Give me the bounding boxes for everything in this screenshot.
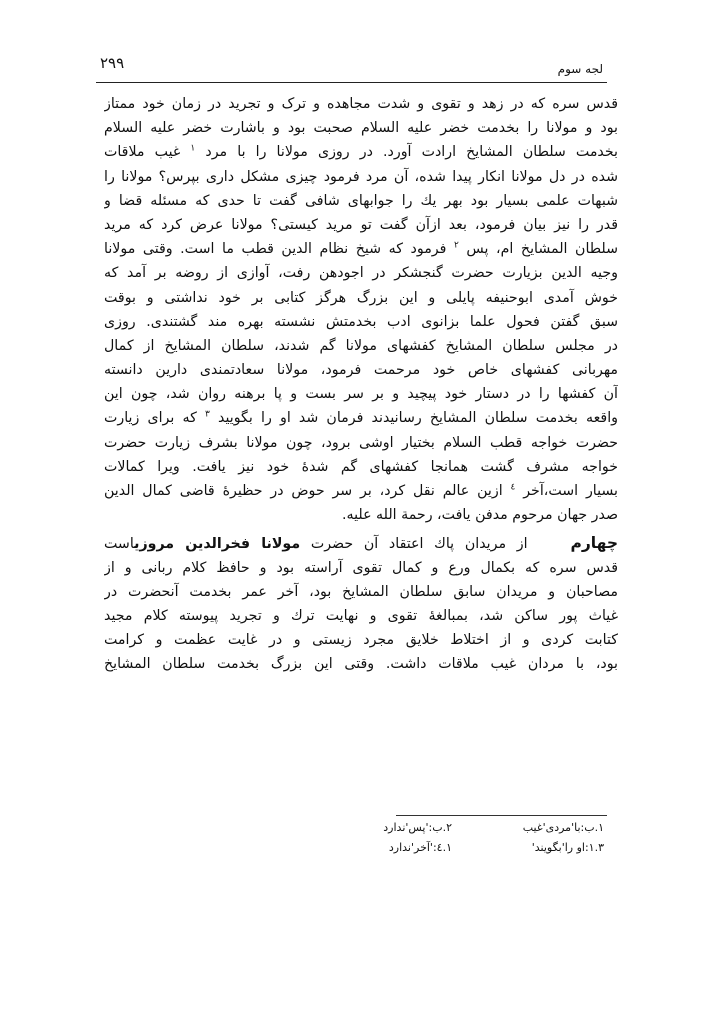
footnote: ۱.٤:'آخر'ندارد [388, 841, 452, 854]
footnote-marker: ۲ [454, 240, 459, 251]
text-line: خوش آمدی ابوحنیفه پایلی و این بزرگ هرگز کتابی بر خود نداشتی و بوقت [104, 289, 618, 306]
footnote: ۱.ب:با'مردی'غیب [522, 821, 604, 834]
text-line: سبق گفتن فحول علما بزانوی ادب بخدمتش نشسته بهره مند گشتندی. روزی [104, 313, 618, 330]
footnote: ۲.ب:'پس'ندارد [383, 821, 452, 834]
text-line: آن کفشها را در دستار خود پیچید و بر سر بست و پا برهنه روان شد، چون این [104, 386, 618, 403]
text-line: مهربانی کفشهای خاص خود مرحمت فرمود، مولانا سعادتمندی دارین دانسته [104, 362, 618, 379]
header-rule [96, 82, 607, 83]
text-line: قدس سره که در زهد و تقوی و شدت مجاهده و ترک و تجرید در زمان خود ممتاز [104, 96, 618, 112]
text-line: بود، با مردان غیب ملاقات داشت. وقتی این بزرگ بخدمت سلطان المشایخ [104, 656, 618, 673]
text-line: وجیه الدین بزیارت حضرت گنجشکر در اجودهن رفت، آوازی از روضه بر آمد که [104, 265, 618, 282]
page-number: ۲۹۹ [100, 54, 125, 72]
body-text [104, 92, 618, 677]
running-header: لجه سوم [557, 62, 603, 76]
footnote-marker: ۱ [190, 143, 196, 154]
text-line: قدر را نیز بیان فرمود، بعد ازآن گفت تو مرید کیستی؟ مولانا عرض کرد که مرید [104, 216, 618, 233]
text-line: بسیار است،آخر $^٤$ ازین عالم نقل کرد، بر سر حوض در حظیرهٔ قاضی کمال الدین [104, 482, 618, 499]
footnote-marker: ٤ [510, 482, 516, 493]
section-heading-line: چهارم از مریدان پاك اعتقاد آن حضرت مولانا فخرالدین مروزیاست [104, 534, 618, 553]
text-line: شبهات علمی بسیار بود بهر یك را جوابهای شافی گفت تا حدی که مسئله قضا و [104, 192, 618, 209]
text-line: سلطان المشایخ ام، پس $^۲$ فرمود که شیخ نظام الدین قطب ما است. وقتی مولانا [104, 240, 618, 258]
text-line: خواجه مشرف گشت همانجا کفشهای گم شدهٔ خود نیز یافت. ویرا کمالات [104, 458, 618, 475]
text-line: حضرت خواجه قطب السلام بختیار اوشی برود، چون مولانا بشرف زیارت حضرت [104, 434, 618, 451]
text-line: واقعه بخدمت سلطان المشایخ رسانیدند فرمان شد او را بگویید $^۳$ که برای زیارت [104, 409, 618, 427]
text-line: بود و مولانا را بخدمت خضر علیه السلام صحبت بود و باشارت خضر علیه السلام [104, 120, 618, 137]
section-heading: چهارم [570, 534, 618, 553]
text-line: شده در دل مولانا انکار پیدا شده، آن مرد فرمود چیزی مشکل داری بپرس؟ مولانا را [104, 168, 618, 185]
text-line: غیاث پور ساکن شد، بمبالغهٔ تقوی و نهایت ترك و تجرید پیوسته کلام مجید [104, 607, 618, 624]
text-line: بخدمت سلطان المشایخ ارادت آورد. در روزی مولانا را با مرد $^۱$ غیب ملاقات [104, 143, 618, 161]
footnote-row [300, 818, 604, 838]
footnotes [300, 818, 604, 858]
text-line: مصاحبان و مریدان سابق سلطان المشایخ بود، آخر عمر بخدمت آنحضرت در [104, 583, 618, 600]
footnote: ۱.۳:او را'بگویند' [531, 841, 604, 854]
footnote-rule [396, 815, 607, 816]
text-line: صدر جهان مرحوم مدفن یافت، رحمة الله علیه. [341, 507, 618, 524]
text-line: کتابت کردی و از اختلاط خلایق مجرد زیستی و در غایت عظمت و کرامت [104, 632, 618, 649]
text-line: قدس سره که بکمال ورع و کمال تقوی آراسته بود و حافظ کلام ربانی و از [104, 559, 618, 576]
footnote-marker: ۳ [205, 409, 210, 420]
person-name: مولانا فخرالدین مروزی [134, 536, 301, 553]
text-line: در مجلس سلطان المشایخ کفشهای مولانا گم شدند، سلطان المشایخ از کمال [104, 337, 618, 354]
footnote-row [300, 838, 604, 858]
